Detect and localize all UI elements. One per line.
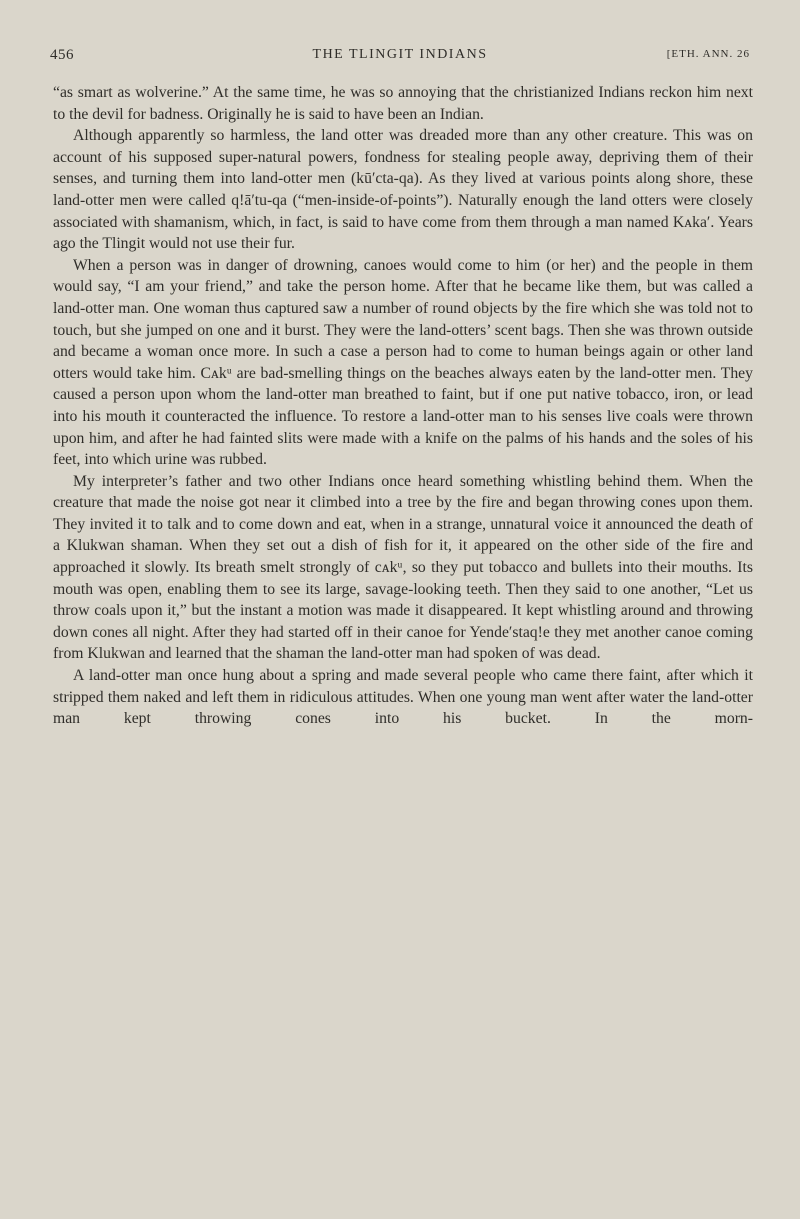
page-number: 456 (50, 47, 74, 63)
running-head (50, 47, 750, 71)
report-reference: [ETH. ANN. 26 (666, 48, 750, 60)
paragraph-continued: “as smart as wolverine.” At the same time, he was so annoying that the christianized Indians reckon him next to the devil for badness. Originally he is said to have been an Indian. (53, 84, 753, 123)
body-text (53, 82, 753, 730)
paragraph-drowning: When a person was in danger of drowning, canoes would come to him (or her) and the people in them would say, “I am your friend,” and take the person home. After that he became like them, but was called a land-otter man. One woman thus captured saw a number of round objects by the fire which she was told not to touch, but she jumped on one and it burst. They were the land-otters’ scent bags. Then she was thrown outside and became a woman once more. In such a case a person had to come to human beings again or other land otters would take him. Cᴀkᵘ are bad-smelling things on the beaches always eaten by the land-otter men. They caused a person upon whom the land-otter man breathed to faint, but if one put native tobacco, iron, or lead into his mouth it counteracted the influence. To restore a land-otter man to his senses live coals were thrown upon him, and after he had fainted slits were made with a knife on the palms of his hands and the soles of his feet, into which urine was rubbed. (53, 256, 753, 469)
running-title: THE TLINGIT INDIANS (312, 47, 488, 62)
paragraph-spring: A land-otter man once hung about a spring and made several people who came there faint, after which it stripped them naked and left them in ridiculous attitudes. When one young man went after water the land-otter man kept throwing cones into his bucket. In the morn- (53, 667, 753, 728)
paragraph-land-otter: Although apparently so harmless, the land otter was dreaded more than any other creature. This was on account of his supposed super-natural powers, fondness for stealing people away, depriving them of their senses, and turning them into land-otter men (kū′cta-qa). As they lived at various points along shore, these land-otter men were called q!ā′tu-qa (“men-inside-of-points”). Naturally enough the land otters were closely associated with shamanism, which, in fact, is said to have come from them through a man named Kᴀka′. Years ago the Tlingit would not use their fur. (53, 127, 753, 253)
paragraph-interpreter-father: My interpreter’s father and two other Indians once heard something whistling behind them. When the creature that made the noise got near it climbed into a tree by the fire and began throwing cones upon them. They invited it to talk and to come down and eat, when in a strange, unnatural voice it announced the death of a Klukwan shaman. When they set out a dish of fish for it, it appeared on the other side of the fire and approached it slowly. Its breath smelt strongly of cᴀkᵘ, so they put tobacco and bullets into their mouths. Its mouth was open, enabling them to see its large, savage-looking teeth. Then they said to one another, “Let us throw coals upon it,” but the instant a motion was made it disappeared. It kept whistling around and throwing down cones all night. After they had started off in their canoe for Yende′staq!e they met another canoe coming from Klukwan and learned that the shaman the land-otter man had spoken of was dead. (53, 472, 753, 663)
